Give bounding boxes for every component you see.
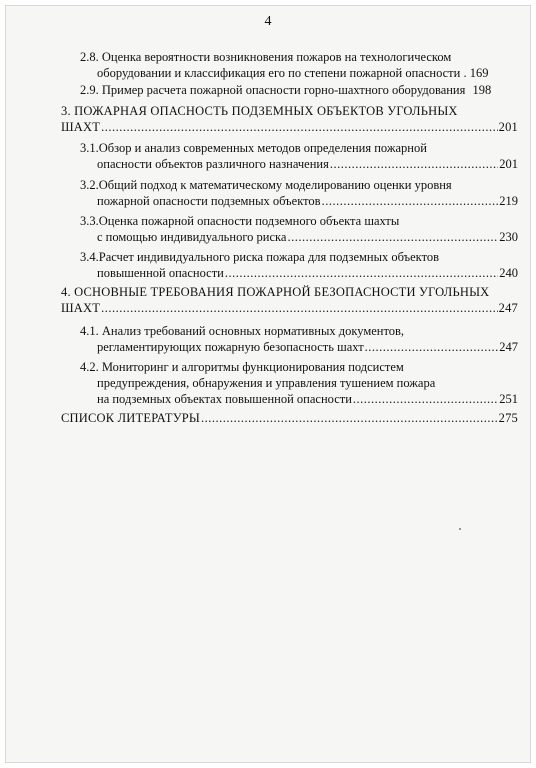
toc-entry-3-3-page: 230 (499, 230, 518, 244)
toc-leader-dots (101, 301, 498, 316)
toc-entry-2-8-text: оборудовании и классификация его по степени пожарной опасности . (97, 66, 467, 80)
toc-entry-4-line-1: 4. ОСНОВНЫЕ ТРЕБОВАНИЯ ПОЖАРНОЙ БЕЗОПАСНОСТИ УГОЛЬНЫХ (61, 285, 490, 299)
toc-entry-3-2-line-2 (97, 194, 518, 209)
toc-entry-4-text: ШАХТ (61, 301, 101, 315)
toc-entry-3-1-page: 201 (499, 157, 518, 171)
toc-entry-bibliography (61, 411, 518, 426)
toc-entry-2-9-text: 2.9. Пример расчета пожарной опасности горно-шахтного оборудования (80, 83, 466, 97)
toc-entry-4-2-page: 251 (499, 392, 518, 406)
toc-entry-4-2-line-1: 4.2. Мониторинг и алгоритмы функционирования подсистем (80, 360, 404, 374)
toc-entry-3-1-line-2 (97, 157, 518, 172)
toc-leader-dots (322, 194, 499, 209)
toc-leader-dots (353, 392, 498, 407)
toc-entry-4-line-2 (61, 301, 518, 316)
toc-entry-bibliography-text: СПИСОК ЛИТЕРАТУРЫ (61, 411, 201, 425)
toc-leader-dots (201, 411, 498, 426)
toc-entry-4-2-line-3 (97, 392, 518, 407)
toc-entry-3-4-line-2 (97, 266, 518, 281)
toc-entry-4-1-text: регламентирующих пожарную безопасность шахт (97, 340, 364, 354)
toc-leader-dots (225, 266, 498, 281)
toc-entry-3-line-1: 3. ПОЖАРНАЯ ОПАСНОСТЬ ПОДЗЕМНЫХ ОБЪЕКТОВ УГОЛЬНЫХ (61, 104, 458, 118)
toc-entry-4-2-text: на подземных объектах повышенной опасности (97, 392, 352, 406)
toc-entry-3-2-page: 219 (499, 194, 518, 208)
toc-entry-2-8-line-1: 2.8. Оценка вероятности возникновения пожаров на технологическом (80, 50, 452, 64)
toc-entry-2-9-line-1 (80, 83, 491, 98)
toc-entry-4-page: 247 (498, 301, 518, 315)
toc-entry-3-4-line-1: 3.4.Расчет индивидуального риска пожара для подземных объектов (80, 250, 440, 264)
toc-entry-3-2-line-1: 3.2.Общий подход к математическому моделированию оценки уровня (80, 178, 452, 192)
toc-entry-3-3-text: с помощью индивидуального риска (97, 230, 287, 244)
toc-entry-3-2-text: пожарной опасности подземных объектов (97, 194, 321, 208)
toc-entry-3-text: ШАХТ (61, 120, 101, 134)
toc-leader-dots (287, 230, 498, 245)
toc-entry-bibliography-page: 275 (498, 411, 518, 425)
toc-leader-dots (101, 120, 498, 135)
toc-entry-2-8-line-2 (97, 66, 517, 81)
toc-entry-3-1-text: опасности объектов различного назначения (97, 157, 329, 171)
toc-entry-3-1-line-1: 3.1.Обзор и анализ современных методов определения пожарной (80, 141, 427, 155)
toc-entry-2-8-page: 169 (469, 66, 489, 80)
toc-entry-3-page: 201 (498, 120, 518, 134)
toc-entry-4-2-line-2: предупреждения, обнаружения и управления тушением пожара (97, 376, 436, 390)
scan-speck (459, 528, 461, 530)
toc-leader-dots (365, 340, 499, 355)
toc-entry-4-1-line-1: 4.1. Анализ требований основных нормативных документов, (80, 324, 405, 338)
toc-entry-4-1-line-2 (97, 340, 518, 355)
toc-entry-2-9-page: 198 (472, 83, 492, 97)
toc-entry-3-4-text: повышенной опасности (97, 266, 224, 280)
toc-entry-3-3-line-2 (97, 230, 518, 245)
toc-entry-3-line-2 (61, 120, 518, 135)
page-number: 4 (264, 14, 272, 29)
toc-entry-4-1-page: 247 (499, 340, 518, 354)
toc-leader-dots (330, 157, 498, 172)
toc-entry-3-4-page: 240 (499, 266, 518, 280)
toc-entry-3-3-line-1: 3.3.Оценка пожарной опасности подземного объекта шахты (80, 214, 400, 228)
